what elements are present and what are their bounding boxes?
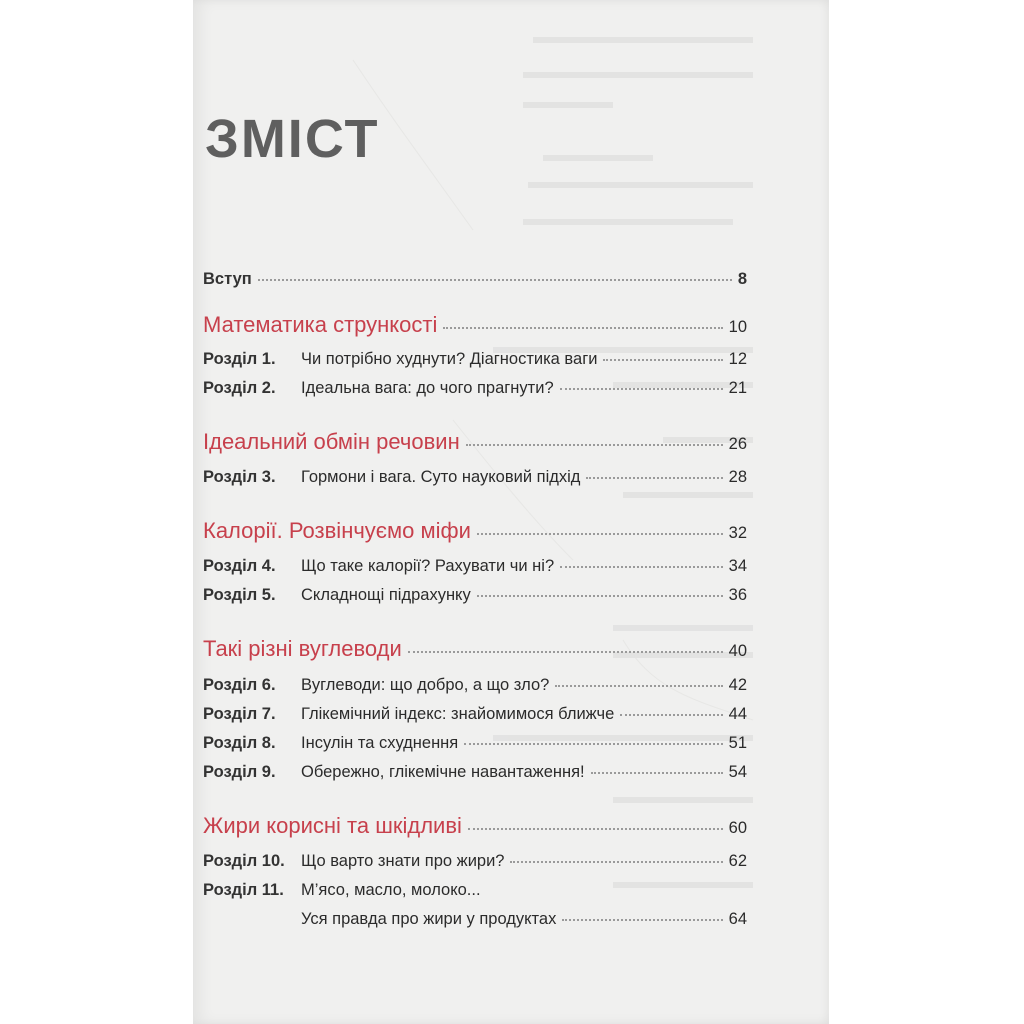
toc-chapter-label: Розділ 4. [203, 557, 276, 575]
dot-leader [591, 772, 723, 774]
toc-chapter-row[interactable] [203, 705, 747, 724]
toc-chapter-title: М’ясо, масло, молоко... [301, 881, 481, 899]
dot-leader [586, 477, 722, 479]
toc-chapter-row[interactable] [203, 881, 747, 929]
toc-chapter-row[interactable] [203, 350, 747, 369]
page-title: ЗМІСТ [205, 109, 380, 169]
toc-page-number: 8 [737, 270, 747, 288]
dot-leader [258, 279, 732, 281]
dot-leader [620, 714, 722, 716]
dot-leader [510, 861, 722, 863]
toc-part-row[interactable] [203, 312, 747, 338]
dot-leader [560, 566, 723, 568]
toc-page-number: 62 [728, 852, 747, 870]
toc-part-row[interactable] [203, 636, 747, 662]
toc-page-number: 36 [728, 586, 747, 604]
toc-part-title: Такі різні вуглеводи [203, 636, 402, 661]
toc-page-number: 44 [728, 705, 747, 723]
toc-part-row[interactable] [203, 813, 747, 839]
dot-leader [466, 444, 723, 446]
toc-page-number: 10 [728, 318, 747, 336]
toc-part-row[interactable] [203, 429, 747, 455]
toc-chapter-row[interactable] [203, 557, 747, 576]
toc-part-title: Математика стрункості [203, 312, 438, 337]
toc-page-number: 12 [728, 350, 747, 368]
toc-chapter-title: Інсулін та схуднення [301, 734, 459, 752]
toc-chapter-label: Розділ 1. [203, 350, 276, 368]
toc-chapter-label: Розділ 2. [203, 379, 276, 397]
toc-chapter-label: Розділ 11. [203, 881, 284, 899]
dot-leader [477, 533, 723, 535]
toc-intro-row[interactable] [203, 270, 747, 289]
toc-page-number: 40 [728, 642, 747, 660]
toc-chapter-title: Глікемічний індекс: знайомимося ближче [301, 705, 615, 723]
toc-chapter-title: Чи потрібно худнути? Діагностика ваги [301, 350, 598, 368]
toc-chapter-label: Розділ 9. [203, 763, 276, 781]
toc-chapter-title: Що варто знати про жири? [301, 852, 505, 870]
toc-part-title: Калорії. Розвінчуємо міфи [203, 518, 471, 543]
toc-entry-title: Вступ [203, 270, 252, 288]
dot-leader [555, 685, 722, 687]
toc-page-number: 54 [728, 763, 747, 781]
toc-page-number: 21 [728, 379, 747, 397]
toc-chapter-label: Розділ 8. [203, 734, 276, 752]
dot-leader [464, 743, 722, 745]
toc-chapter-title: Складнощі підрахунку [301, 586, 471, 604]
toc-part-title: Жири корисні та шкідливі [203, 813, 462, 838]
toc-part-title: Ідеальний обмін речовин [203, 429, 460, 454]
toc-page-number: 64 [728, 910, 747, 928]
toc-chapter-title: Що таке калорії? Рахувати чи ні? [301, 557, 555, 575]
toc-chapter-label: Розділ 3. [203, 468, 276, 486]
toc-chapter-title: Гормони і вага. Суто науковий підхід [301, 468, 581, 486]
toc-chapter-title: Ідеальна вага: до чого прагнути? [301, 379, 554, 397]
dot-leader [468, 828, 723, 830]
toc-chapter-row[interactable] [203, 852, 747, 871]
toc-chapter-label: Розділ 7. [203, 705, 276, 723]
toc-page-number: 51 [728, 734, 747, 752]
toc-chapter-label: Розділ 6. [203, 676, 276, 694]
dot-leader [408, 651, 723, 653]
toc-part-row[interactable] [203, 518, 747, 544]
toc-chapter-row[interactable] [203, 586, 747, 605]
toc-chapter-row[interactable] [203, 763, 747, 782]
toc-page-number: 28 [728, 468, 747, 486]
dot-leader [443, 327, 722, 329]
toc-chapter-title-block [301, 881, 747, 929]
toc-page-number: 26 [728, 435, 747, 453]
toc-chapter-title: Обережно, глікемічне навантаження! [301, 763, 585, 781]
book-page [193, 0, 829, 1024]
toc-chapter-label: Розділ 5. [203, 586, 276, 604]
toc-chapter-label: Розділ 10. [203, 852, 285, 870]
toc-chapter-subtitle: Уся правда про жири у продуктах [301, 910, 557, 928]
toc-page-number: 34 [728, 557, 747, 575]
dot-leader [477, 595, 723, 597]
dot-leader [603, 359, 722, 361]
toc-page-number: 42 [728, 676, 747, 694]
toc-chapter-title: Вуглеводи: що добро, а що зло? [301, 676, 550, 694]
toc-page-number: 60 [728, 819, 747, 837]
toc-chapter-title-line2 [301, 910, 747, 929]
toc-chapter-row[interactable] [203, 734, 747, 753]
toc-page-number: 32 [728, 524, 747, 542]
toc-chapter-row[interactable] [203, 379, 747, 398]
dot-leader [562, 919, 722, 921]
toc-chapter-row[interactable] [203, 468, 747, 487]
toc-chapter-row[interactable] [203, 676, 747, 695]
dot-leader [560, 388, 723, 390]
